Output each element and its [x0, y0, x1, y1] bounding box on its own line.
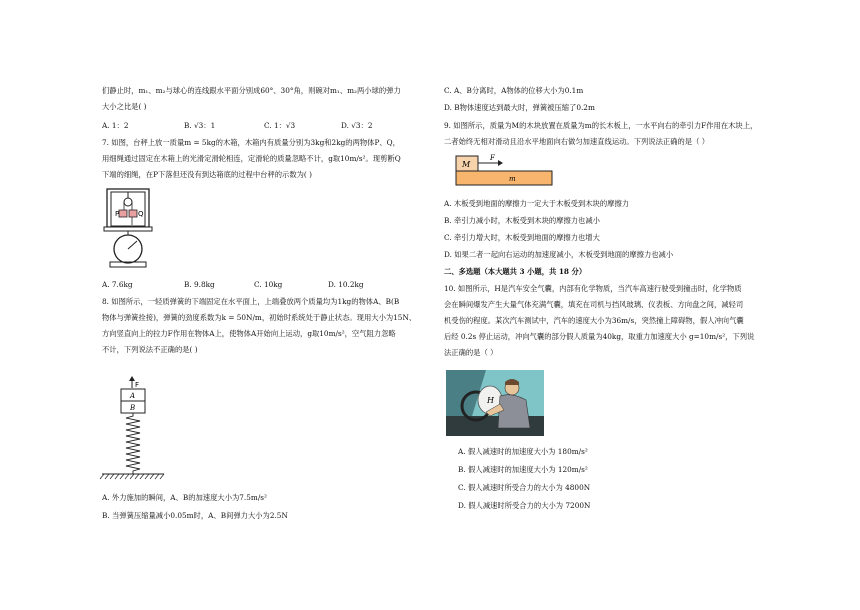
- q9-option-d: D. 如果二者一起向右运动的加速度减小，木板受到地面的摩擦力也减小: [444, 250, 674, 259]
- q8-label-f: F: [135, 381, 140, 389]
- q9-label-m: m: [509, 175, 516, 183]
- q7-label-p: P: [115, 210, 120, 218]
- q9-option-c: C. 牵引力增大时，木板受到地面的摩擦力也增大: [444, 233, 600, 242]
- q10-option-c: C. 假人减速时所受合力的大小为 4800N: [458, 483, 591, 492]
- q9-option-a: A. 木板受到地面的摩擦力一定大于木板受到木块的摩擦力: [444, 199, 630, 208]
- q10-stem-line: 机受伤的程度。某次汽车测试中，汽车的速度大小为36m/s，突然撞上障碍物，假人冲向气囊: [444, 316, 744, 325]
- q6-option-a: A. 1：2: [102, 121, 129, 130]
- q9-blocks-figure: [454, 154, 554, 188]
- q8-spring: [126, 413, 140, 474]
- q7-block-q: [129, 210, 137, 217]
- q9-board: [456, 171, 552, 185]
- q10-option-d: D. 假人减速时所受合力的大小为 7200N: [458, 501, 591, 510]
- q10-airbag-illustration: [446, 370, 544, 436]
- q8-spring-figure: [102, 378, 172, 488]
- q7-stem-line: 下端的细绳，在P下落但还没有到达箱底的过程中台秤的示数为( ): [102, 170, 312, 179]
- q7-scale-figure: [102, 188, 162, 270]
- q7-option-a: A. 7.6kg: [102, 280, 133, 289]
- q8-label-a: A: [130, 392, 136, 400]
- q9-stem-line: 9. 如图所示，质量为M的木块放置在质量为m的长木板上，一水平向右的牵引力F作用在木块上，: [444, 121, 758, 130]
- q10-stem-line: 后经 0.2s 停止运动，冲向气囊的部分假人质量为40kg，取重力加速度大小 g=10m/s²，下列说: [444, 332, 755, 341]
- q10-dummy-body: [498, 395, 530, 428]
- q10-stem-line: 会在瞬间爆发产生大量气体充满气囊，填充在司机与挡风玻璃、仪表板、方向盘之间，减轻司: [444, 300, 744, 309]
- q8-stem-line: 不计，下列说法不正确的是( ): [102, 345, 198, 354]
- q9-label-M: M: [462, 160, 471, 169]
- q6-stem-line: 们静止时，m₁、m₂与球心的连线跟水平面分别成60°、30°角，则碗对m₁、m₂两小球的弹力: [102, 86, 401, 95]
- q8-stem-line: 方向竖直向上的拉力F作用在物体A上，使物体A开始向上运动，g取10m/s²，空气阻力忽略: [102, 329, 396, 338]
- q7-pulley: [124, 198, 132, 206]
- q7-block-p: [119, 210, 127, 217]
- q7-label-q: Q: [138, 210, 144, 218]
- q8-label-b: B: [130, 404, 136, 412]
- q9-option-b: B. 牵引力减小时，木板受到木块的摩擦力也减小: [444, 216, 600, 225]
- q10-option-a: A. 假人减速时的加速度大小为 180m/s²: [458, 447, 588, 456]
- q7-option-d: D. 10.2kg: [328, 280, 364, 289]
- section-heading: 二、多选题（本大题共 3 小题，共 18 分）: [444, 267, 587, 276]
- q6-option-d: D. √3：2: [341, 121, 373, 130]
- q8-option-b: B. 当弹簧压缩量减小0.05m时，A、B间弹力大小为2.5N: [102, 511, 288, 520]
- q10-label-h: H: [487, 396, 494, 405]
- q10-stem-line: 10. 如图所示，H是汽车安全气囊，内部有化学物质，当汽车高速行驶受到撞击时，化学物质: [444, 284, 742, 293]
- q7-option-c: C. 10kg: [254, 280, 283, 289]
- q8-option-c: C. A、B分离时，A物体的位移大小为0.1m: [444, 86, 584, 95]
- q8-stem-line: 8. 如图所示，一轻质弹簧的下端固定在水平面上，上端叠放两个质量均为1kg的物体A、B(B: [102, 297, 400, 306]
- q7-option-b: B. 9.8kg: [184, 280, 215, 289]
- q10-option-b: B. 假人减速时的加速度大小为 120m/s²: [458, 465, 588, 474]
- q7-scale-platform: [104, 227, 152, 231]
- q8-option-d: D. B物体速度达到最大时，弹簧被压缩了0.2m: [444, 103, 595, 112]
- q6-option-c: C. 1：√3: [264, 121, 296, 130]
- q8-option-a: A. 外力施加的瞬间，A、B的加速度大小为7.5m/s²: [102, 493, 267, 502]
- q10-stem-line: 法正确的是（ ）: [444, 348, 498, 357]
- q6-option-b: B. √3：1: [184, 121, 216, 130]
- q9-label-F: F: [490, 154, 495, 162]
- q9-stem-line: 二者始终无相对滑动且沿水平地面向右做匀加速直线运动。下列说法正确的是（ ）: [444, 137, 710, 146]
- q6-stem-line: 大小之比是( ): [102, 102, 147, 111]
- q8-stem-line: 物体与弹簧拴接)，弹簧的劲度系数为k = 50N/m，初始时系统处于静止状态。现用大小为15N、: [102, 313, 417, 322]
- q7-stem-line: 用细绳通过固定在木箱上的光滑定滑轮相连，定滑轮的质量忽略不计，g取10m/s²。现剪断Q: [102, 154, 401, 163]
- q7-stem-line: 7. 如图，台秤上放一质量m = 5kg的木箱，木箱内有质量分别为3kg和2kg的两物体P、Q，: [102, 138, 400, 147]
